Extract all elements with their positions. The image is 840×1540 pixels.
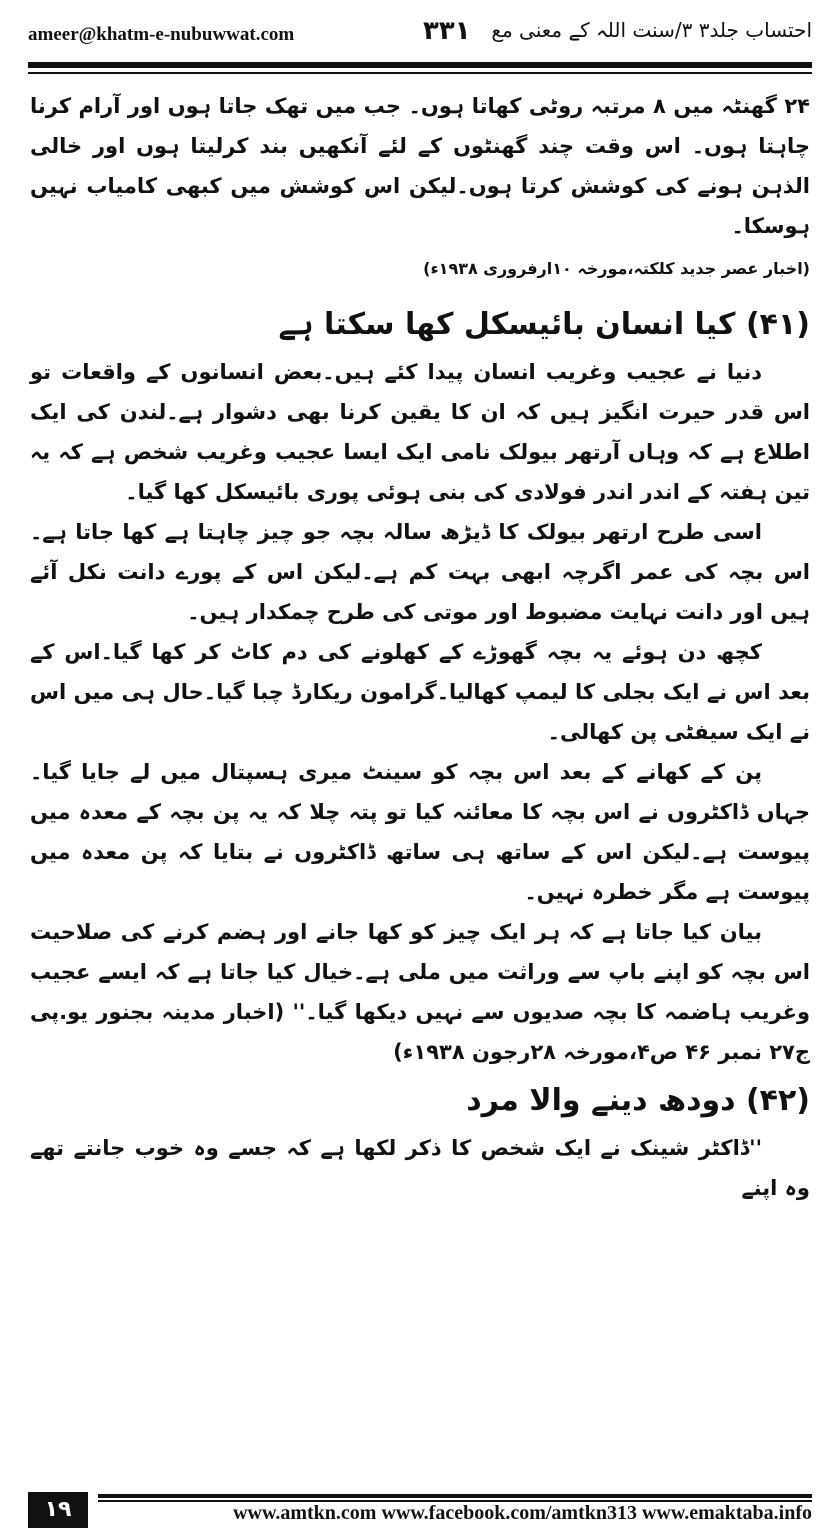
header-email[interactable]: ameer@khatm-e-nubuwwat.com	[28, 24, 295, 45]
footer-rule	[98, 1494, 812, 1498]
body-paragraph: پن کے کھانے کے بعد اس بچہ کو سینٹ میری ہسپتال میں لے جایا گیا۔ جہاں ڈاکٹروں نے اس بچہ کا معائنہ کیا تو پتہ چلا کہ یہ پن بچہ کے معدہ میں پیوست ہے۔لیکن اس کے ساتھ ہی ساتھ ڈاکٹروں نے بتایا کہ پن معدہ میں پیوست ہے مگر خطرہ نہیں۔	[30, 760, 810, 904]
source-citation: (اخبار عصر جدید کلکتہ،مورخہ ۱۰ارفروری ۱۹۳۸ء)	[423, 259, 810, 278]
body-paragraph: کچھ دن ہوئے یہ بچہ گھوڑے کے کھلونے کی دم کاٹ کر کھا گیا۔اس کے بعد اس نے ایک بجلی کا لیمپ کھالیا۔گرامون ریکارڈ چبا گیا۔حال ہی میں اس نے ایک سیفٹی پن کھالی۔	[30, 640, 810, 744]
body-paragraph: ۲۴ گھنٹہ میں ۸ مرتبہ روٹی کھاتا ہوں۔ جب میں تھک جاتا ہوں اور آرام کرنا چاہتا ہوں۔ اس وقت چند گھنٹوں کے لئے آنکھیں بند کرلیتا ہوں اور خالی الذہن ہونے کی کوشش کرتا ہوں۔لیکن اس کوشش میں کبھی کامیاب نہیں ہوسکا۔	[30, 94, 810, 238]
header-rule-thin	[28, 72, 812, 74]
header-book-title: احتساب جلد۳ ۳/سنت اللہ کے معنی مع	[491, 18, 812, 42]
header-page-number: ۳۳۱	[423, 16, 471, 46]
page-footer	[28, 1492, 812, 1532]
body-paragraph: دنیا نے عجیب وغریب انسان پیدا کئے ہیں۔بعض انسانوں کے واقعات تو اس قدر حیرت انگیز ہیں کہ ان کا یقین کرنا بھی دشوار ہے۔لندن کی ایک اطلاع ہے کہ وہاں آرتھر بیولک نامی ایک ایسا عجیب وغریب شخص ہے کہ یہ تین ہفتہ کے اندر اندر فولادی کی بنی ہوئی پوری بائیسکل کھا گیا۔	[30, 360, 810, 504]
section-heading-41: (۴۱) کیا انسان بائیسکل کھا سکتا ہے	[278, 307, 810, 342]
body-paragraph: ''ڈاکٹر شینک نے ایک شخص کا ذکر لکھا ہے کہ جسے وہ خوب جانتے تھے وہ اپنے	[30, 1136, 810, 1200]
footer-links[interactable]: www.amtkn.com www.facebook.com/amtkn313 www.emaktaba.info	[233, 1502, 812, 1524]
header-rule-thick	[28, 62, 812, 68]
page-content	[30, 86, 810, 1208]
footer-page-number: ۱۹	[28, 1492, 88, 1528]
section-heading-42: (۴۲) دودھ دینے والا مرد	[466, 1083, 810, 1118]
page-header	[28, 14, 812, 58]
body-paragraph: بیان کیا جاتا ہے کہ ہر ایک چیز کو کھا جانے اور ہضم کرنے کی صلاحیت اس بچہ کو اپنے باپ سے وراثت میں ملی ہے۔خیال کیا جاتا ہے کہ ایسے عجیب وغریب ہاضمہ کا بچہ صدیوں سے نہیں دیکھا گیا۔'' (اخبار مدینہ بجنور یو.پی ج۲۷ نمبر ۴۶ ص۴،مورخہ ۲۸رجون ۱۹۳۸ء)	[30, 920, 811, 1064]
body-paragraph: اسی طرح ارتھر بیولک کا ڈیڑھ سالہ بچہ جو چیز چاہتا ہے کھا جاتا ہے۔اس بچہ کی عمر اگرچہ ابھی بہت کم ہے۔لیکن اس کے پورے دانت نکل آئے ہیں اور دانت نہایت مضبوط اور موتی کی طرح چمکدار ہیں۔	[30, 520, 810, 624]
